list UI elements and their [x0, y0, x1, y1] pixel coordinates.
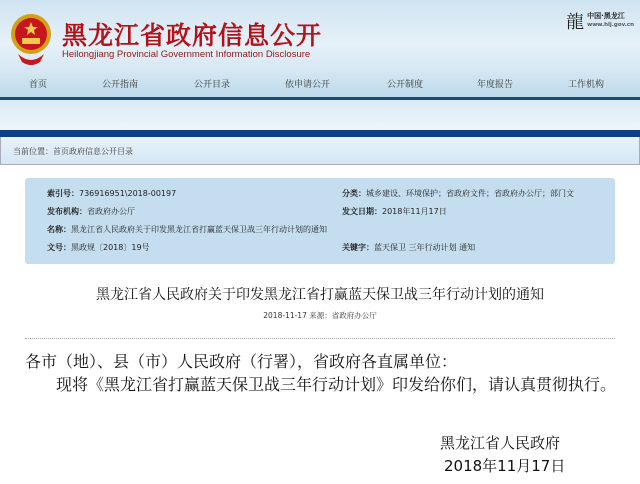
nav-system[interactable]: 公开制度	[387, 80, 424, 90]
nav-agencies[interactable]: 工作机构	[568, 80, 605, 90]
document-info-box	[25, 178, 615, 264]
publisher-field	[47, 206, 135, 217]
docno-value: 黑政规〔2018〕19号	[71, 243, 150, 252]
docno-label: 文号：	[47, 243, 71, 252]
national-emblem-icon	[10, 10, 52, 70]
keywords-label: 关键字：	[342, 243, 374, 252]
category-value: 城乡建设、环境保护；省政府文件；省政府办公厅；部门文	[366, 189, 574, 198]
date-value: 2018年11月17日	[382, 207, 447, 216]
nav-annual-report[interactable]: 年度报告	[477, 80, 514, 90]
brand-url: www.hlj.gov.cn	[587, 22, 634, 28]
publisher-value: 省政府办公厅	[87, 207, 135, 216]
date-field	[342, 206, 447, 217]
document-title: 黑龙江省人民政府关于印发黑龙江省打赢蓝天保卫战三年行动计划的通知	[96, 287, 544, 303]
keywords-field	[342, 242, 475, 253]
divider	[0, 130, 640, 137]
nav-request[interactable]: 依申请公开	[285, 80, 331, 90]
divider	[25, 338, 615, 339]
index-value: 736916951\2018-00197	[79, 189, 177, 198]
dragon-logo-icon: 龍	[566, 12, 585, 33]
body-paragraph: 现将《黑龙江省打赢蓝天保卫战三年行动计划》印发给你们，请认真贯彻执行。	[56, 375, 617, 394]
name-field	[47, 224, 327, 235]
nav-guide[interactable]: 公开指南	[102, 80, 139, 90]
brand-logo[interactable]	[566, 8, 634, 34]
signature-date: 2018年11月17日	[444, 457, 566, 475]
name-value: 黑龙江省人民政府关于印发黑龙江省打赢蓝天保卫战三年行动计划的通知	[71, 225, 327, 234]
name-label: 名称：	[47, 225, 71, 234]
signature: 黑龙江省人民政府	[440, 434, 561, 452]
brand-name: 中国·黑龙江	[587, 12, 625, 20]
salutation: 各市（地）、县（市）人民政府（行署），省政府各直属单位：	[25, 352, 458, 371]
breadcrumb: 当前位置：首页政府信息公开目录	[0, 137, 640, 165]
site-header	[0, 0, 640, 99]
publisher-label: 发布机构：	[47, 207, 87, 216]
site-subtitle: Heilongjiang Provincial Government Information Disclosure	[62, 49, 311, 60]
banner-band	[0, 100, 640, 130]
index-label: 索引号：	[47, 189, 79, 198]
site-title: 黑龙江省政府信息公开	[62, 21, 323, 50]
main-nav	[0, 74, 640, 92]
category-field	[342, 188, 574, 199]
date-label: 发文日期：	[342, 207, 382, 216]
keywords-value: 蓝天保卫 三年行动计划 通知	[374, 243, 476, 252]
nav-catalog[interactable]: 公开目录	[194, 80, 231, 90]
index-field	[47, 188, 176, 199]
category-label: 分类：	[342, 189, 366, 198]
nav-home[interactable]: 首页	[29, 80, 48, 90]
document-meta: 2018-11-17 来源：省政府办公厅	[263, 311, 377, 320]
docno-field	[47, 242, 150, 253]
